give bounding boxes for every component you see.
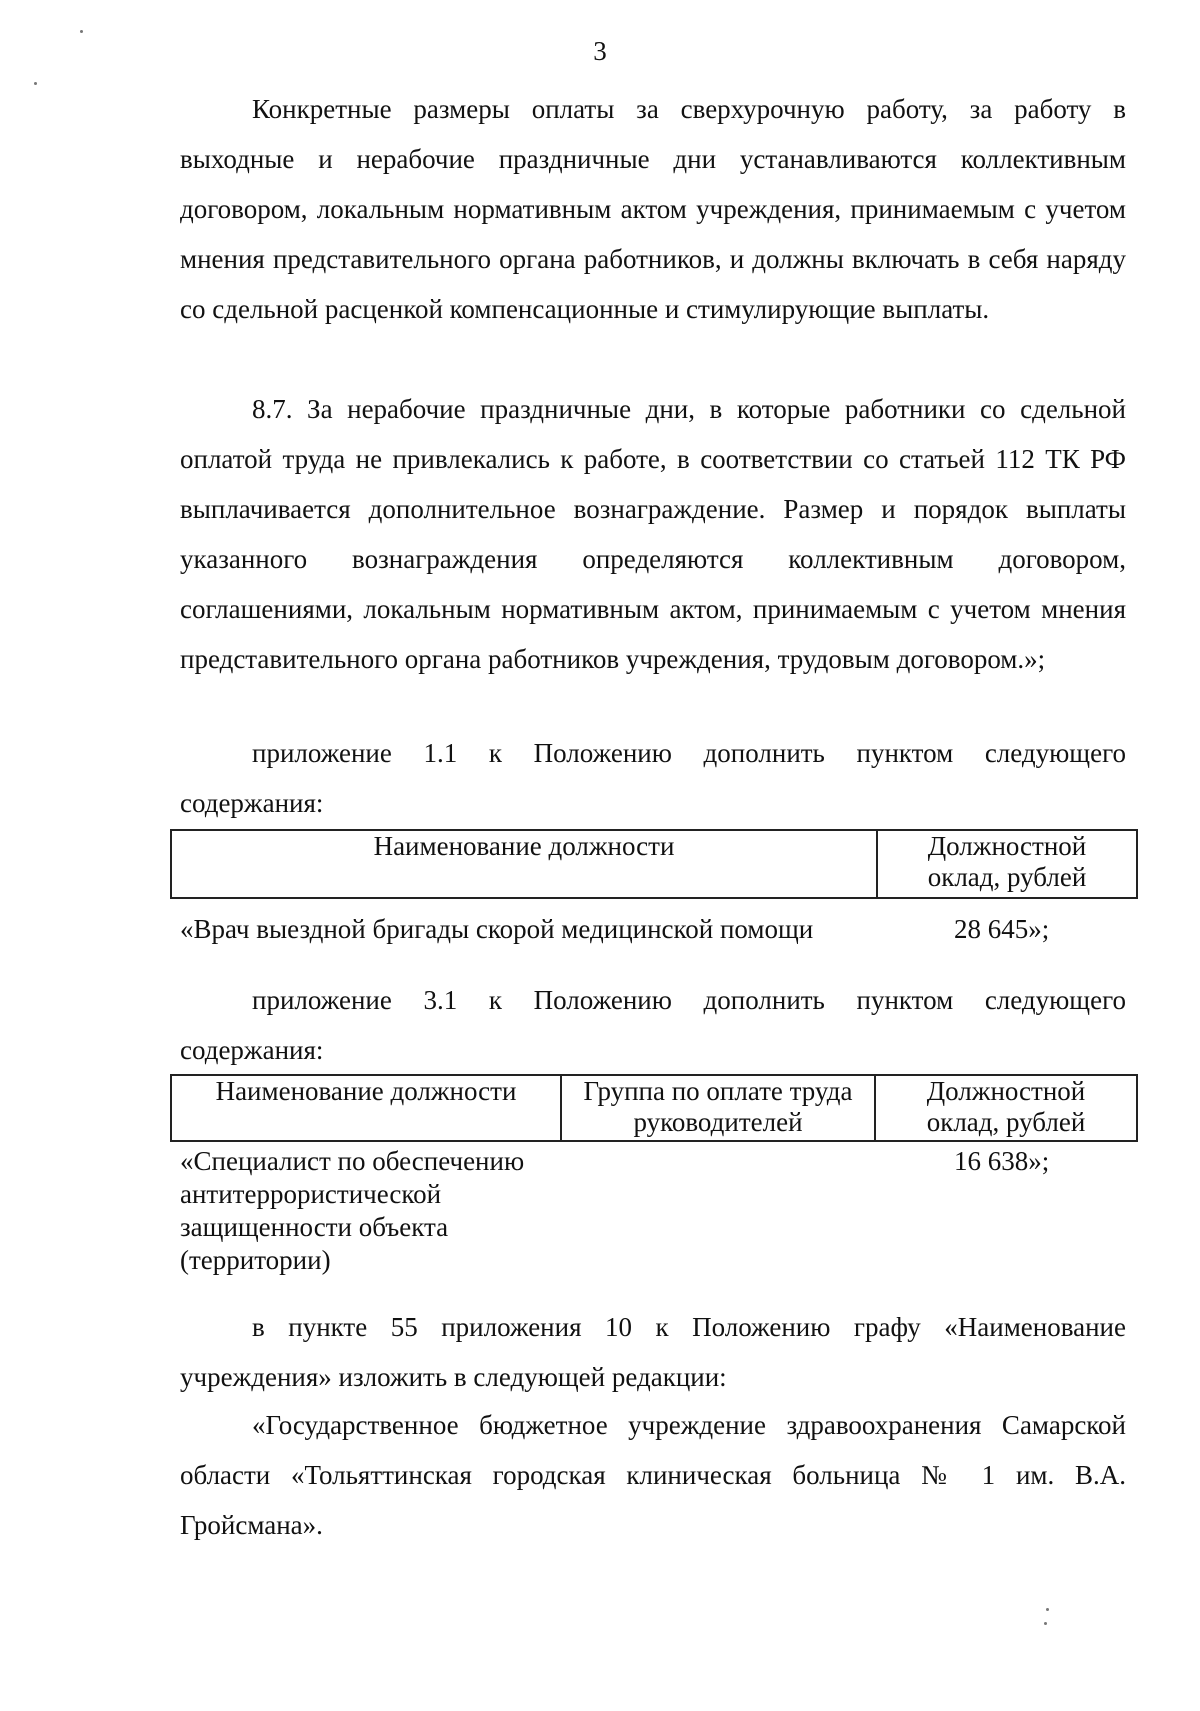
table2-row-name	[180, 1145, 524, 1277]
table2-row-name-line2: антитеррористической	[180, 1179, 442, 1209]
table1-header	[170, 829, 1138, 899]
table2-header-name	[171, 1075, 561, 1141]
table1-header-name	[171, 830, 877, 898]
scan-speck	[1046, 1608, 1049, 1611]
table2-row-name-line1: «Специалист по обеспечению	[180, 1146, 525, 1176]
scan-speck	[1044, 1622, 1047, 1625]
paragraph-institution-name: «Государственное бюджетное учреждение здравоохранения Самарской области «Тольяттинская городская клиническая больница № 1 им. В.А. Гройсмана».	[180, 1410, 1126, 1540]
paragraph-overtime-pay: Конкретные размеры оплаты за сверхурочную работу, за работу в выходные и нерабочие праздничные дни устанавливаются коллективным договором, локальным нормативным актом учреждения, принимаемым с учетом мнения представительного органа работников, и должны включать в себя наряду со сдельной расценкой компенсационные и стимулирующие выплаты.	[180, 94, 1126, 324]
table2-header-salary	[875, 1075, 1137, 1141]
table2-row-name-line4: (территории)	[180, 1245, 331, 1275]
page-number: 3	[593, 36, 607, 66]
paragraph-8-7-holiday-pay: 8.7. За нерабочие праздничные дни, в которые работники со сдельной оплатой труда не привлекались к работе, в соответствии со статьей 112 ТК РФ выплачивается дополнительное вознаграждение. Размер и порядок выплаты указанного вознаграждения определяются коллективным договором, соглашениями, локальным нормативным актом, принимаемым с учетом мнения представительного органа работников учреждения, трудовым договором.»;	[180, 394, 1126, 674]
scan-speck	[80, 30, 83, 33]
table1-header-salary	[877, 830, 1137, 898]
table1-header-name-text: Наименование должности	[373, 831, 675, 861]
paragraph-appendix-1-1: приложение 1.1 к Положению дополнить пунктом следующего содержания:	[180, 738, 1126, 818]
table1-row-name: «Врач выездной бригады скорой медицинской помощи	[180, 914, 814, 944]
paragraph-appendix-3-1: приложение 3.1 к Положению дополнить пунктом следующего содержания:	[180, 985, 1126, 1065]
table1-header-salary-line1: Должностной	[927, 831, 1087, 861]
table2-header-salary-line2: оклад, рублей	[926, 1107, 1086, 1137]
table2-header-group	[561, 1075, 875, 1141]
paragraph-appendix-10: в пункте 55 приложения 10 к Положению графу «Наименование учреждения» изложить в следующей редакции:	[180, 1312, 1126, 1392]
table1-header-salary-line2: оклад, рублей	[927, 862, 1087, 892]
table2-row-salary: 16 638»;	[954, 1146, 1050, 1176]
scan-speck	[34, 82, 37, 85]
table2-header-salary-line1: Должностной	[926, 1076, 1086, 1106]
table2-header-group-line1: Группа по оплате труда	[583, 1076, 853, 1106]
table2-header-name-text: Наименование должности	[215, 1076, 517, 1106]
table2-header	[170, 1074, 1138, 1142]
table1-row-salary: 28 645»;	[954, 914, 1050, 944]
table2-header-group-line2: руководителей	[633, 1107, 803, 1137]
table2-row-name-line3: защищенности объекта	[180, 1212, 449, 1242]
